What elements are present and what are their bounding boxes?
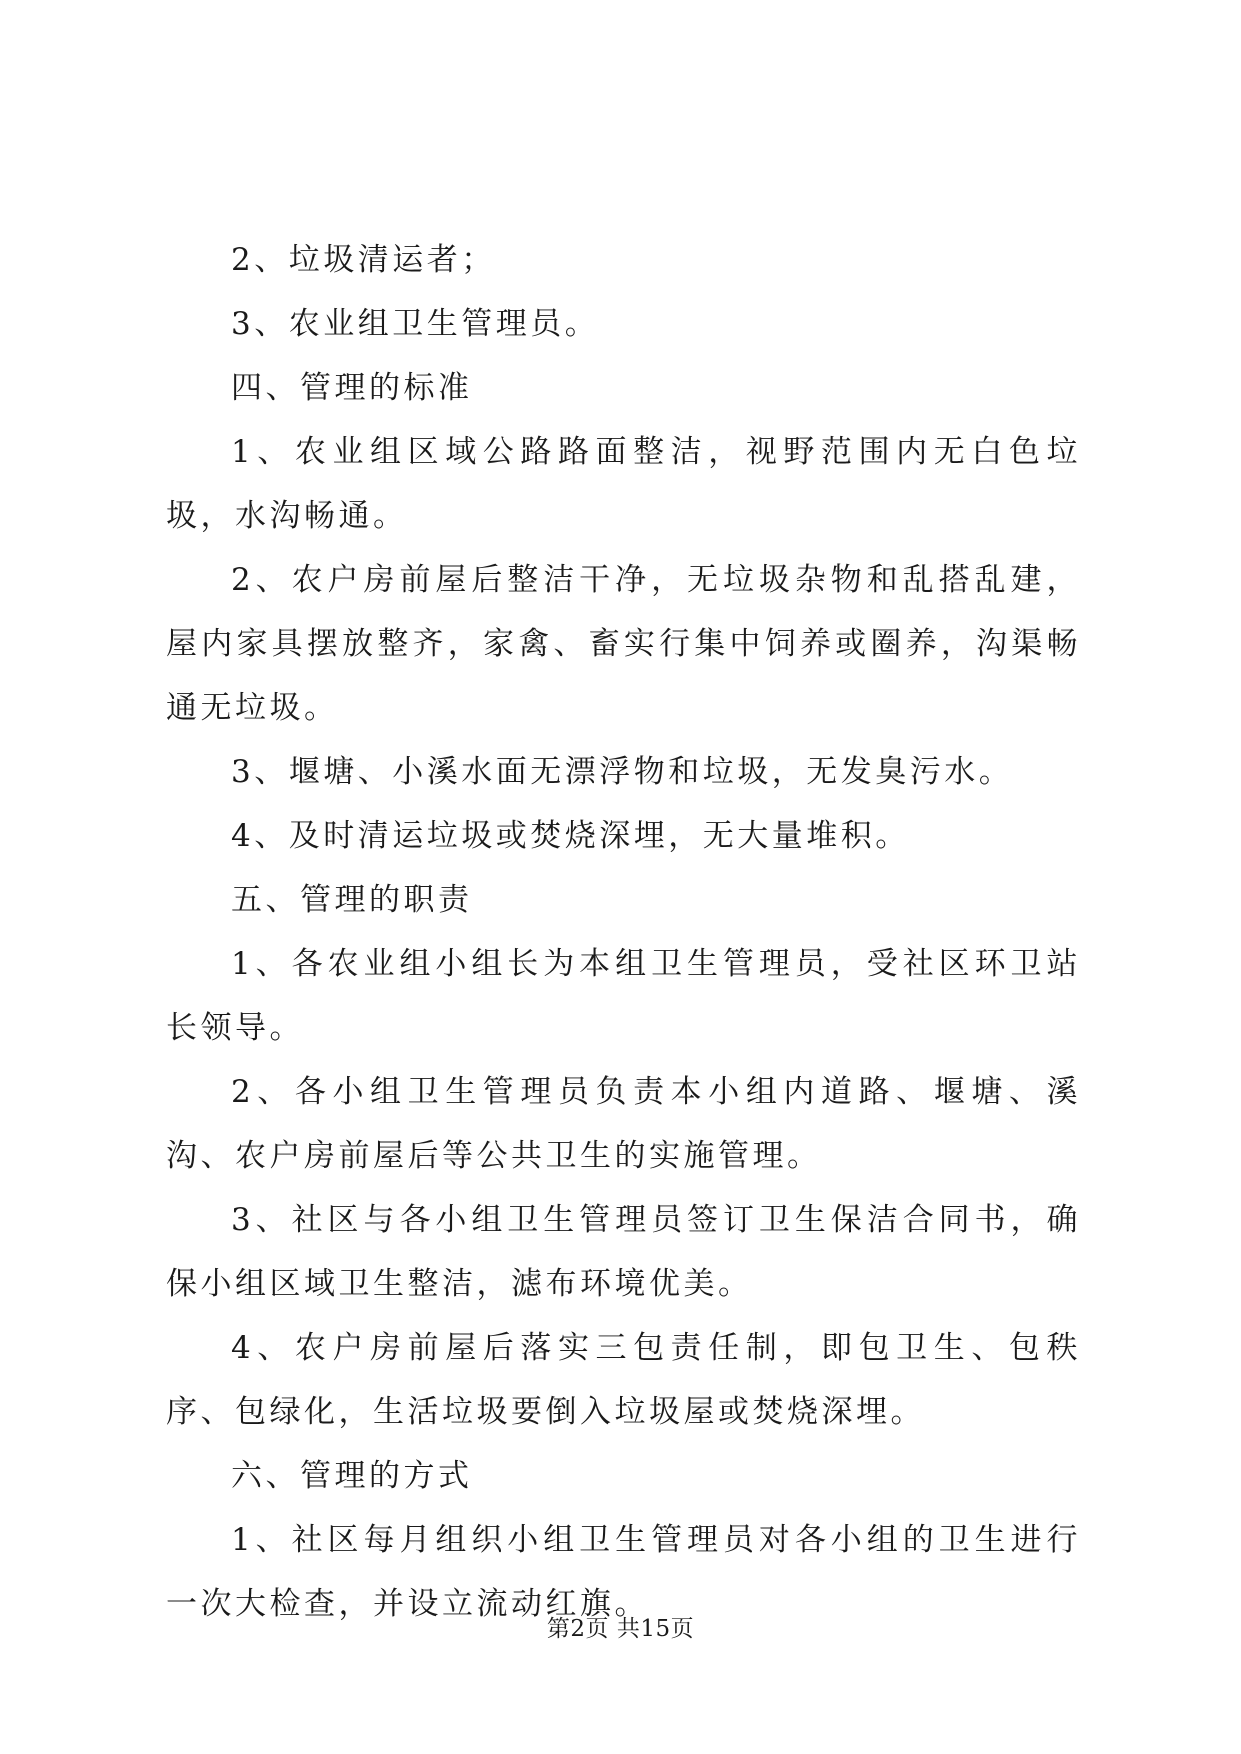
list-item: 3、农业组卫生管理员。 [231, 306, 600, 342]
list-item: 1、社区每月组织小组卫生管理员对各小组的卫生进行一次大检查，并设立流动红旗。 [166, 1522, 1081, 1622]
list-item: 4、及时清运垃圾或焚烧深埋，无大量堆积。 [231, 818, 910, 854]
document-body [166, 228, 1081, 1636]
list-item: 1、农业组区域公路路面整洁，视野范围内无白色垃圾，水沟畅通。 [166, 434, 1081, 534]
section-heading: 五、管理的职责 [231, 882, 473, 918]
list-item: 2、各小组卫生管理员负责本小组内道路、堰塘、溪沟、农户房前屋后等公共卫生的实施管理。 [166, 1074, 1081, 1174]
list-item: 2、农户房前屋后整洁干净，无垃圾杂物和乱搭乱建，屋内家具摆放整齐，家禽、畜实行集中饲养或圈养，沟渠畅通无垃圾。 [166, 562, 1081, 726]
list-item: 3、社区与各小组卫生管理员签订卫生保洁合同书，确保小组区域卫生整洁，滤布环境优美。 [166, 1202, 1081, 1302]
list-item: 1、各农业组小组长为本组卫生管理员，受社区环卫站长领导。 [166, 946, 1081, 1046]
list-item: 4、农户房前屋后落实三包责任制，即包卫生、包秩序、包绿化，生活垃圾要倒入垃圾屋或焚烧深埋。 [166, 1330, 1081, 1430]
section-heading: 六、管理的方式 [231, 1458, 473, 1494]
list-item: 2、垃圾清运者； [231, 242, 496, 278]
page-number-footer: 第2页 共15页 [546, 1616, 695, 1642]
list-item: 3、堰塘、小溪水面无漂浮物和垃圾，无发臭污水。 [231, 754, 1014, 790]
section-heading: 四、管理的标准 [231, 370, 473, 406]
